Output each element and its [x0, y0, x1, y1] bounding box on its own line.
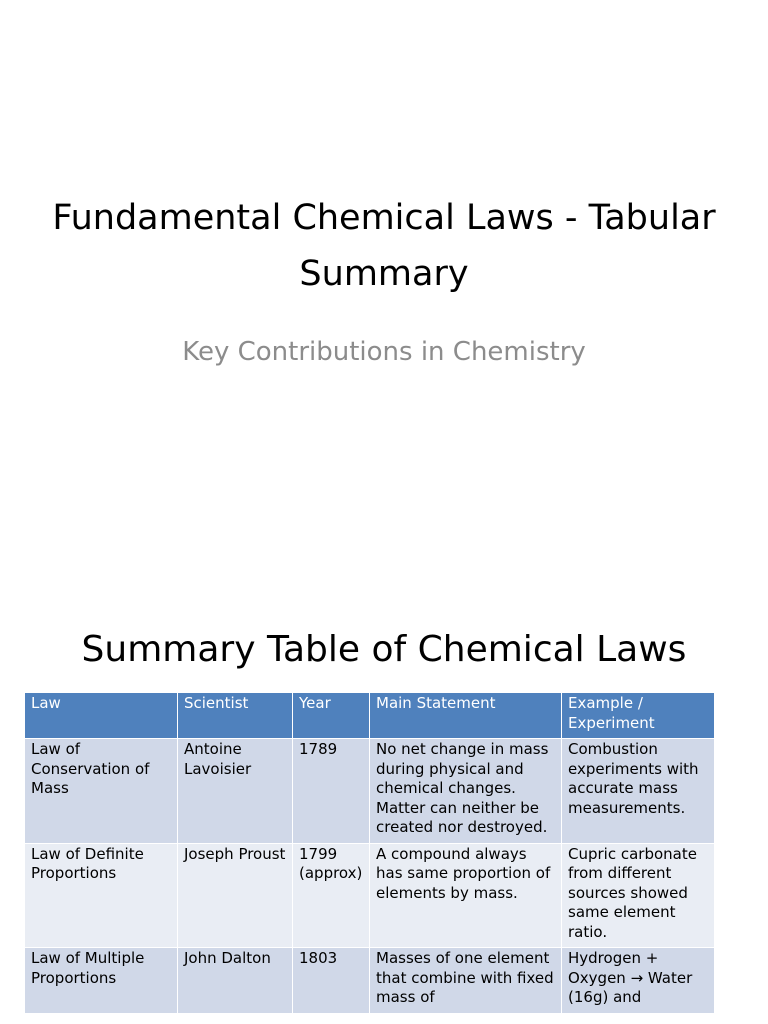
header-main-statement: Main Statement — [370, 693, 562, 739]
table-row — [25, 948, 715, 1014]
table-row — [25, 739, 715, 844]
cell-example: Hydrogen + Oxygen → Water (16g) and — [562, 948, 715, 1014]
slide-subtitle: Key Contributions in Chemistry — [182, 337, 586, 367]
cell-year: 1789 — [293, 739, 370, 844]
header-law: Law — [25, 693, 178, 739]
header-scientist: Scientist — [178, 693, 293, 739]
header-example: Example / Experiment — [562, 693, 715, 739]
cell-scientist: Antoine Lavoisier — [178, 739, 293, 844]
cell-law: Law of Multiple Proportions — [25, 948, 178, 1014]
cell-year: 1799 (approx) — [293, 843, 370, 948]
cell-year: 1803 — [293, 948, 370, 1014]
table-header-row — [25, 693, 715, 739]
cell-example: Cupric carbonate from different sources showed same element ratio. — [562, 843, 715, 948]
slide-title: Fundamental Chemical Laws - Tabular Summary — [52, 198, 716, 294]
cell-law: Law of Definite Proportions — [25, 843, 178, 948]
cell-law: Law of Conservation of Mass — [25, 739, 178, 844]
cell-main-statement: A compound always has same proportion of elements by mass. — [370, 843, 562, 948]
header-year: Year — [293, 693, 370, 739]
cell-main-statement: Masses of one element that combine with fixed mass of — [370, 948, 562, 1014]
cell-example: Combustion experiments with accurate mass measurements. — [562, 739, 715, 844]
cell-scientist: John Dalton — [178, 948, 293, 1014]
table-row — [25, 843, 715, 948]
cell-main-statement: No net change in mass during physical and chemical changes. Matter can neither be created nor destroyed. — [370, 739, 562, 844]
cell-scientist: Joseph Proust — [178, 843, 293, 948]
chemical-laws-table — [24, 692, 715, 1014]
table-slide-title: Summary Table of Chemical Laws — [81, 629, 687, 670]
